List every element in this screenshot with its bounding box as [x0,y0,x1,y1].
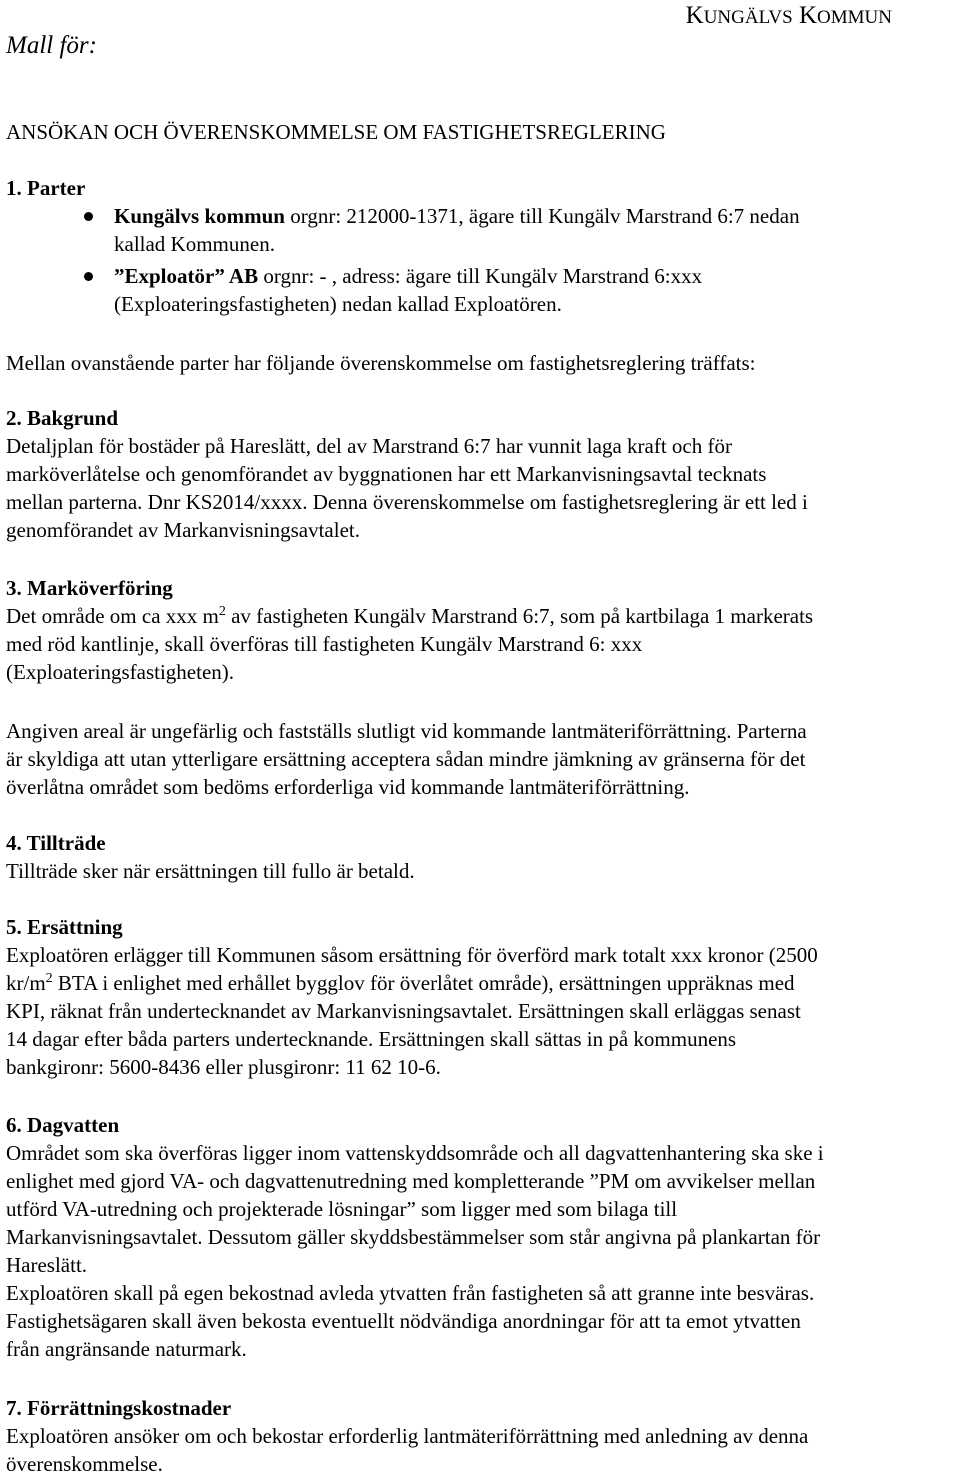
section-6-line-1: Området som ska överföras ligger inom vattenskyddsområde och all dagvattenhantering ska ske i [6,1141,824,1165]
section-3-paragraph-2 [6,717,956,801]
section-7-line-2: överenskommelse. [6,1452,163,1476]
section-3-p2-line-2: är skyldiga att utan ytterligare ersättning acceptera sådan mindre jämkning av gränserna för det [6,747,806,771]
section-4 [6,829,956,885]
section-6-line-5: Hareslätt. [6,1253,88,1277]
section-2-line-3: mellan parterna. Dnr KS2014/xxxx. Denna överenskommelse om fastighetsreglering är ett led i [6,490,808,514]
party-2-name: ”Exploatör” AB [114,264,259,288]
section-5-line-2-sup: 2 [45,971,53,986]
section-3-p1-text-a: Det område om ca xxx m [6,604,219,628]
municipality-rest-2: OMMUN [817,7,892,28]
section-7 [6,1394,956,1478]
bullet-icon [84,272,93,281]
intro-paragraph [6,349,956,377]
party-list-item-1 [0,202,960,258]
section-2-title: Bakgrund [27,406,119,430]
section-1-heading [6,174,956,202]
section-6-line-6: Exploatören skall på egen bekostnad avleda ytvatten från fastigheten så att granne inte besväras. [6,1281,815,1305]
section-2 [6,404,956,544]
section-1-title: Parter [27,176,86,200]
section-3-p1-text-b: av fastigheten Kungälv Marstrand 6:7, som på kartbilaga 1 markerats [225,604,814,628]
section-6-line-8: från angränsande naturmark. [6,1337,247,1361]
section-1-number: 1. [6,176,22,200]
section-5-line-2-b: BTA i enlighet med erhållet bygglov för överlåtet område), ersättningen uppräknas med [52,971,795,995]
section-7-line-1: Exploatören ansöker om och bekostar erforderlig lantmäteriförrättning med anledning av denna [6,1424,809,1448]
document-title: ANSÖKAN OCH ÖVERENSKOMMELSE OM FASTIGHETSREGLERING [6,120,666,144]
section-3-p1-line-2: med röd kantlinje, skall överföras till fastigheten Kungälv Marstrand 6: xxx [6,632,643,656]
section-3-p1-line-3: (Exploateringsfastigheten). [6,660,235,684]
section-3-p2-line-3: överlåtna området som bedöms erforderliga vid kommande lantmäteriförrättning. [6,775,690,799]
municipality-name [686,0,892,34]
section-3-title: Marköverföring [27,576,173,600]
section-5 [6,913,956,1081]
section-5-line-2-a: kr/m [6,971,46,995]
party-1-details: orgnr: 212000-1371, ägare till Kungälv Marstrand 6:7 nedan [284,204,800,228]
section-5-number: 5. [6,915,27,939]
section-4-text: Tillträde sker när ersättningen till fullo är betald. [6,859,415,883]
bullet-icon [84,212,93,221]
section-3-number: 3. [6,576,27,600]
section-6-line-3: utförd VA-utredning och projekterade lösningar” som ligger med som bilaga till [6,1197,678,1221]
section-6-title: Dagvatten [27,1113,120,1137]
section-6-line-4: Markanvisningsavtalet. Dessutom gäller skyddsbestämmelser som står angivna på plankartan för [6,1225,821,1249]
section-5-line-1: Exploatören erlägger till Kommunen såsom ersättning för överförd mark totalt xxx kronor (2500 [6,943,818,967]
section-5-line-5: bankgironr: 5600-8436 eller plusgironr: 11 62 10-6. [6,1055,441,1079]
section-6-line-7: Fastighetsägaren skall även bekosta eventuellt nödvändiga anordningar för att ta emot ytvatten [6,1309,801,1333]
section-2-line-4: genomförandet av Markanvisningsavtalet. [6,518,360,542]
section-4-number: 4. [6,831,27,855]
municipality-cap-2: K [798,2,818,29]
section-2-line-1: Detaljplan för bostäder på Hareslätt, del av Marstrand 6:7 har vunnit laga kraft och för [6,434,732,458]
party-1-name: Kungälvs kommun [114,204,285,228]
section-3-p1-sup: 2 [218,604,226,619]
party-list-item-2 [0,262,960,318]
template-label: Mall för: [6,32,97,59]
section-6-line-2: enlighet med gjord VA- och dagvattenutredning med kompletterande ”PM om avvikelser mellan [6,1169,816,1193]
party-2-details: orgnr: - , adress: ägare till Kungälv Marstrand 6:xxx [258,264,703,288]
section-5-line-4: 14 dagar efter båda parters undertecknande. Ersättningen skall sättas in på kommunens [6,1027,737,1051]
intro-text: Mellan ovanstående parter har följande överenskommelse om fastighetsreglering träffats: [6,351,756,375]
section-2-number: 2. [6,406,27,430]
party-2-details-cont: (Exploateringsfastigheten) nedan kallad Exploatören. [114,292,562,316]
party-1-details-cont: kallad Kommunen. [114,232,275,256]
section-6-number: 6. [6,1113,27,1137]
section-5-title: Ersättning [27,915,123,939]
section-3-p2-line-1: Angiven areal är ungefärlig och fastställs slutligt vid kommande lantmäteriförrättning. Parterna [6,719,807,743]
section-4-title: Tillträde [26,831,106,855]
section-7-number: 7. [6,1396,27,1420]
section-3 [6,574,956,686]
municipality-cap-1: K [685,2,704,29]
section-5-line-3: KPI, räknat från undertecknandet av Markanvisningsavtalet. Ersättningen skall erläggas senast [6,999,801,1023]
municipality-rest-1: UNGÄLVS [703,7,793,28]
section-7-title: Förrättningskostnader [27,1396,232,1420]
section-2-line-2: marköverlåtelse och genomförandet av byggnationen har ett Markanvisningsavtal tecknats [6,462,767,486]
section-6 [6,1111,956,1363]
